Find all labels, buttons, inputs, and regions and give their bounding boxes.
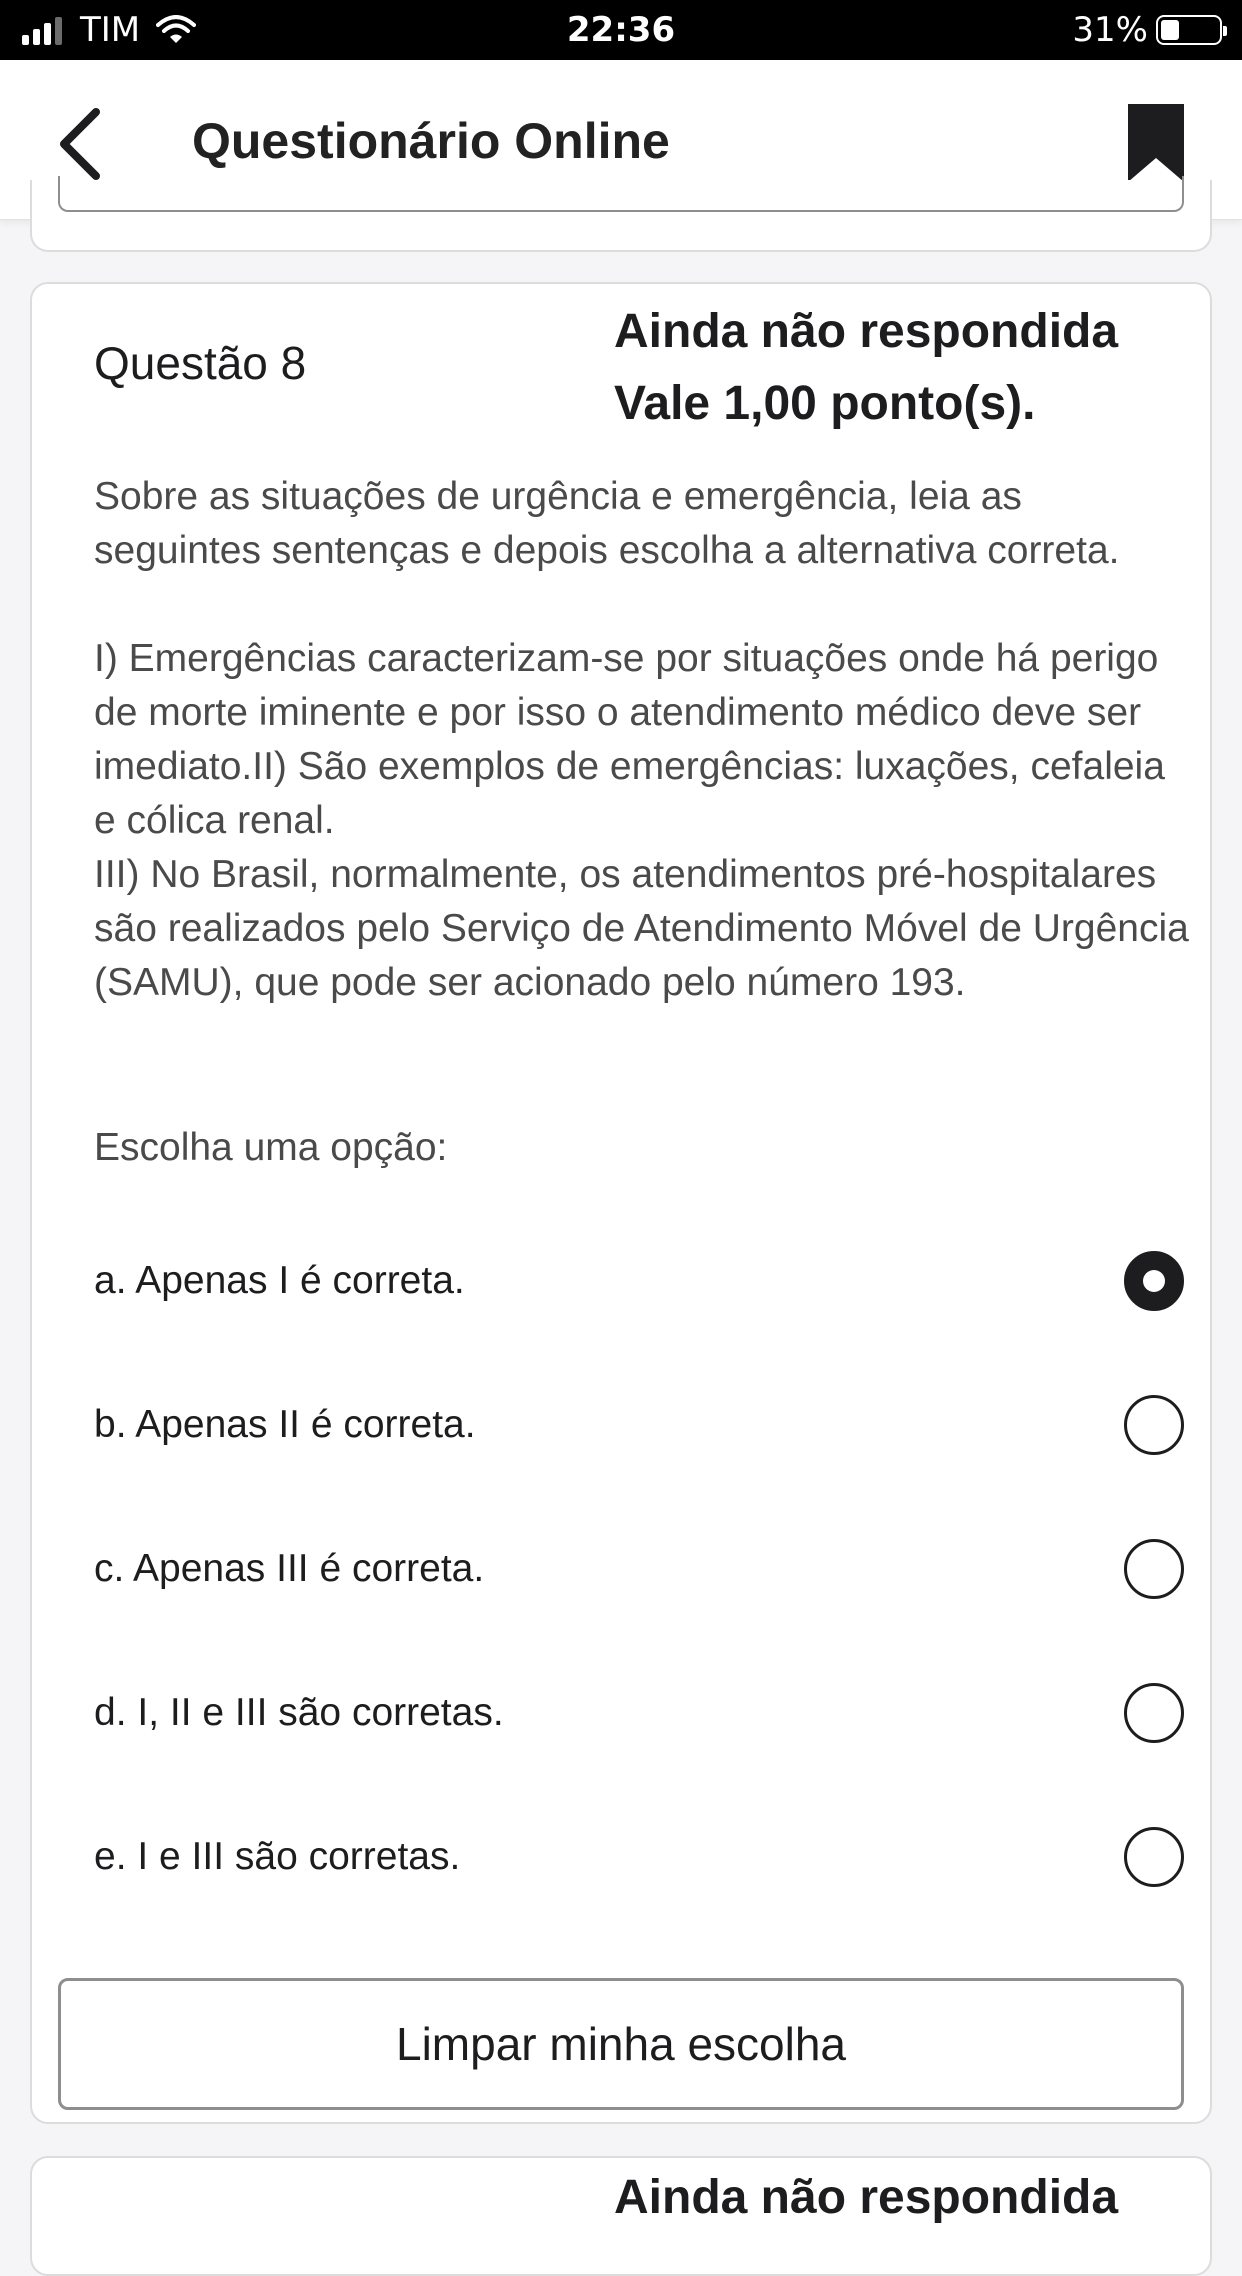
option-label: b. Apenas II é correta.: [94, 1403, 476, 1446]
previous-question-card: [30, 180, 1212, 252]
question-info: [614, 296, 1118, 440]
radio-selected-icon[interactable]: [1124, 1251, 1184, 1311]
choice-prompt: Escolha uma opção:: [94, 1126, 448, 1169]
statement-1-2: I) Emergências caracterizam-se por situações onde há perigo de morte iminente e por isso o atendimento médico deve ser imediato.II) São exemplos de emergências: luxações, cefaleia e cólica renal.: [94, 637, 1165, 842]
bookmark-icon[interactable]: [1126, 102, 1186, 184]
option-label: e. I e III são corretas.: [94, 1835, 461, 1878]
option-e[interactable]: [94, 1812, 1184, 1902]
option-d[interactable]: [94, 1668, 1184, 1758]
battery-icon: [1156, 15, 1222, 45]
statement-3: III) No Brasil, normalmente, os atendimentos pré-hospitalares são realizados pelo Serviço de Atendimento Móvel de Urgência (SAMU), que pode ser acionado pelo número 193.: [94, 853, 1189, 1004]
radio-unselected-icon[interactable]: [1124, 1539, 1184, 1599]
question-card: [30, 282, 1212, 2124]
option-a[interactable]: [94, 1236, 1184, 1326]
option-label: a. Apenas I é correta.: [94, 1259, 465, 1302]
question-text: [94, 470, 1194, 1010]
radio-unselected-icon[interactable]: [1124, 1827, 1184, 1887]
question-points: Vale 1,00 ponto(s).: [614, 377, 1036, 430]
radio-unselected-icon[interactable]: [1124, 1683, 1184, 1743]
question-status: Ainda não respondida: [614, 305, 1119, 358]
clock: 22:36: [566, 10, 676, 50]
question-number: Questão 8: [94, 337, 307, 389]
radio-unselected-icon[interactable]: [1124, 1395, 1184, 1455]
chevron-left-icon[interactable]: [52, 104, 112, 184]
next-question-status: Ainda não respondida: [614, 2171, 1119, 2224]
option-c[interactable]: [94, 1524, 1184, 1614]
option-label: c. Apenas III é correta.: [94, 1547, 485, 1590]
previous-clear-button[interactable]: [58, 176, 1184, 212]
clear-choice-button[interactable]: Limpar minha escolha: [58, 1978, 1184, 2110]
status-bar: [0, 0, 1242, 60]
option-b[interactable]: [94, 1380, 1184, 1470]
option-label: d. I, II e III são corretas.: [94, 1691, 504, 1734]
carrier-name: TIM: [80, 10, 141, 50]
page-title: Questionário Online: [192, 113, 670, 169]
question-intro: Sobre as situações de urgência e emergência, leia as seguintes sentenças e depois escolha a alternativa correta.: [94, 475, 1120, 572]
battery-percentage: 31%: [1072, 10, 1148, 50]
next-question-card: [30, 2156, 1212, 2276]
